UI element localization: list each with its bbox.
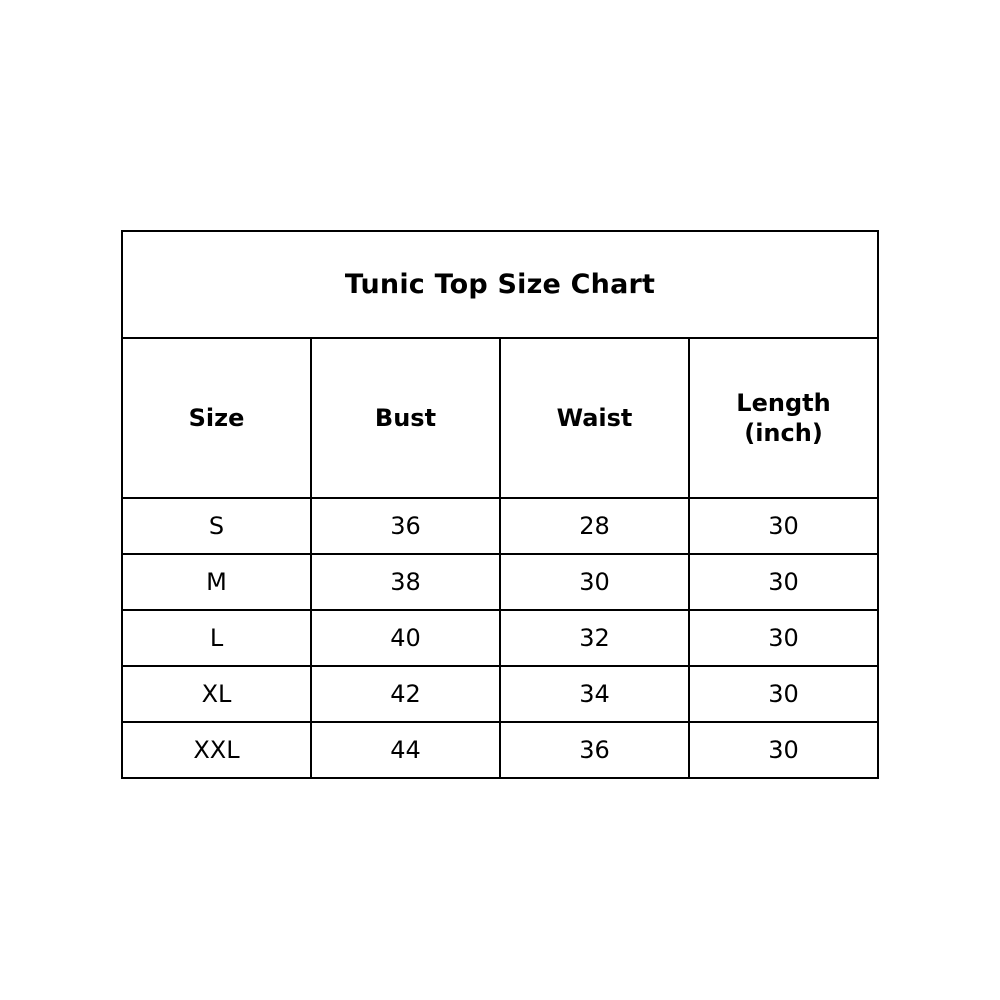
- column-header-size: Size: [122, 338, 311, 498]
- column-header-length: [689, 338, 878, 498]
- cell-waist: 36: [500, 722, 689, 778]
- cell-size: XXL: [122, 722, 311, 778]
- size-chart-container: [121, 230, 879, 779]
- table-row: [122, 722, 878, 778]
- cell-size: XL: [122, 666, 311, 722]
- cell-length: 30: [689, 554, 878, 610]
- table-row: [122, 666, 878, 722]
- column-header-length-line2: (inch): [744, 419, 823, 447]
- cell-length: 30: [689, 666, 878, 722]
- cell-waist: 28: [500, 498, 689, 554]
- cell-length: 30: [689, 610, 878, 666]
- cell-bust: 42: [311, 666, 500, 722]
- table-title-row: [122, 231, 878, 338]
- column-header-waist: Waist: [500, 338, 689, 498]
- table-row: [122, 554, 878, 610]
- cell-bust: 40: [311, 610, 500, 666]
- cell-size: M: [122, 554, 311, 610]
- cell-waist: 32: [500, 610, 689, 666]
- cell-size: L: [122, 610, 311, 666]
- cell-bust: 44: [311, 722, 500, 778]
- cell-length: 30: [689, 498, 878, 554]
- table-header-row: [122, 338, 878, 498]
- table-row: [122, 498, 878, 554]
- cell-bust: 38: [311, 554, 500, 610]
- cell-waist: 34: [500, 666, 689, 722]
- size-chart-table: [121, 230, 879, 779]
- column-header-length-line1: Length: [736, 389, 831, 417]
- cell-length: 30: [689, 722, 878, 778]
- cell-waist: 30: [500, 554, 689, 610]
- column-header-bust: Bust: [311, 338, 500, 498]
- cell-bust: 36: [311, 498, 500, 554]
- cell-size: S: [122, 498, 311, 554]
- page-title: Tunic Top Size Chart: [122, 231, 878, 338]
- table-row: [122, 610, 878, 666]
